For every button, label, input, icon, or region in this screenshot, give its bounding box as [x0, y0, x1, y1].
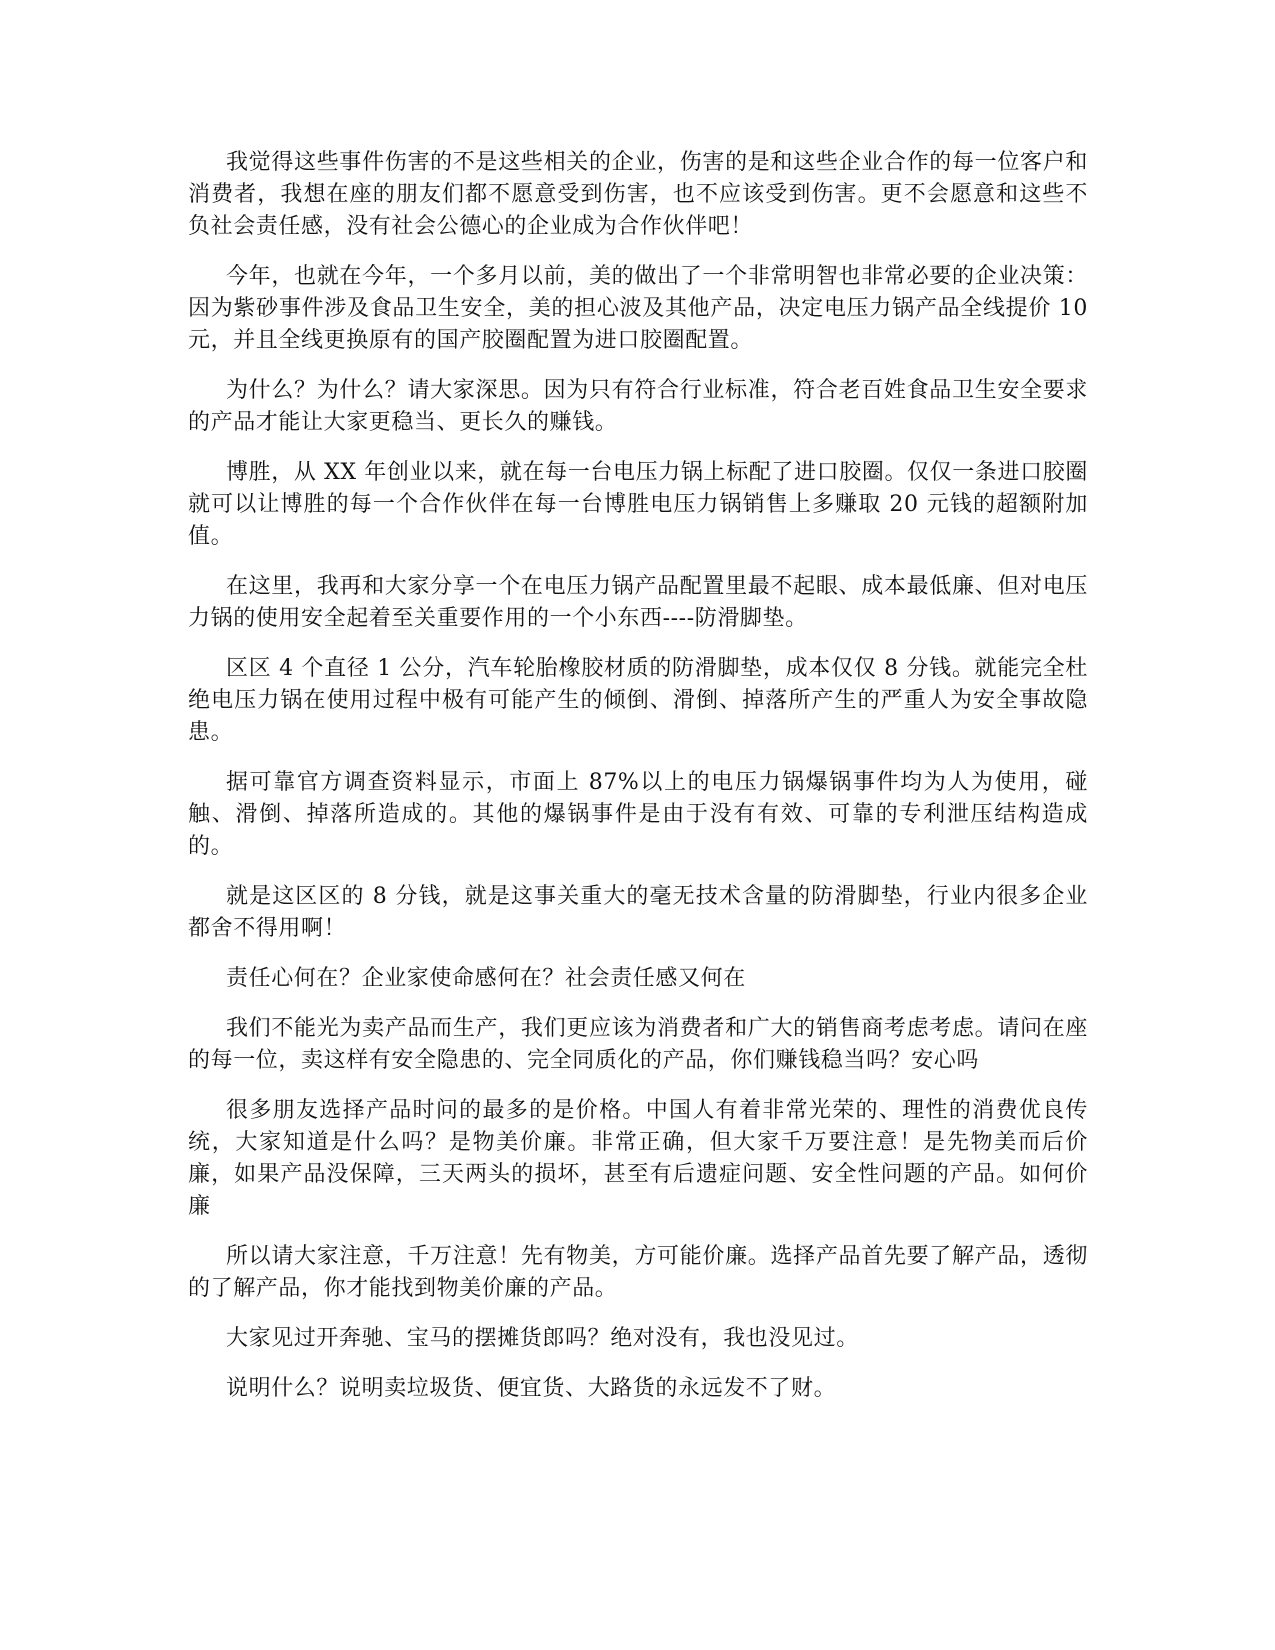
paragraph: 博胜，从 XX 年创业以来，就在每一台电压力锅上标配了进口胶圈。仅仅一条进口胶圈就可以让博胜的每一个合作伙伴在每一台博胜电压力锅销售上多赚取 20 元钱的超额附加值。 — [188, 460, 1088, 549]
paragraph: 大家见过开奔驰、宝马的摆摊货郎吗？绝对没有，我也没见过。 — [226, 1326, 859, 1351]
paragraph: 责任心何在？企业家使命感何在？社会责任感又何在 — [226, 966, 746, 991]
paragraph: 区区 4 个直径 1 公分，汽车轮胎橡胶材质的防滑脚垫，成本仅仅 8 分钱。就能完全杜绝电压力锅在使用过程中极有可能产生的倾倒、滑倒、掉落所产生的严重人为安全事故隐患。 — [188, 656, 1088, 745]
paragraph: 说明什么？说明卖垃圾货、便宜货、大路货的永远发不了财。 — [226, 1376, 837, 1401]
paragraph: 据可靠官方调查资料显示，市面上 87%以上的电压力锅爆锅事件均为人为使用，碰触、滑倒、掉落所造成的。其他的爆锅事件是由于没有有效、可靠的专利泄压结构造成的。 — [188, 770, 1088, 859]
paragraph: 所以请大家注意，千万注意！先有物美，方可能价廉。选择产品首先要了解产品，透彻的了解产品，你才能找到物美价廉的产品。 — [188, 1244, 1088, 1301]
paragraph: 今年，也就在今年，一个多月以前，美的做出了一个非常明智也非常必要的企业决策：因为紫砂事件涉及食品卫生安全，美的担心波及其他产品，决定电压力锅产品全线提价 10 元，并且全线更换原有的国产胶圈配置为进口胶圈配置。 — [188, 264, 1088, 353]
paragraph: 为什么？为什么？请大家深思。因为只有符合行业标准，符合老百姓食品卫生安全要求的产品才能让大家更稳当、更长久的赚钱。 — [188, 378, 1088, 435]
paragraph: 我觉得这些事件伤害的不是这些相关的企业，伤害的是和这些企业合作的每一位客户和消费者，我想在座的朋友们都不愿意受到伤害，也不应该受到伤害。更不会愿意和这些不负社会责任感，没有社会公德心的企业成为合作伙伴吧！ — [188, 150, 1088, 239]
document-page — [188, 147, 1088, 1423]
paragraph: 很多朋友选择产品时问的最多的是价格。中国人有着非常光荣的、理性的消费优良传统，大家知道是什么吗？是物美价廉。非常正确，但大家千万要注意！是先物美而后价廉，如果产品没保障，三天两头的损坏，甚至有后遗症问题、安全性问题的产品。如何价廉 — [188, 1098, 1088, 1219]
paragraph: 我们不能光为卖产品而生产，我们更应该为消费者和广大的销售商考虑考虑。请问在座的每一位，卖这样有安全隐患的、完全同质化的产品，你们赚钱稳当吗？安心吗 — [188, 1016, 1088, 1073]
paragraph: 就是这区区的 8 分钱，就是这事关重大的毫无技术含量的防滑脚垫，行业内很多企业都舍不得用啊！ — [188, 884, 1088, 941]
paragraph: 在这里，我再和大家分享一个在电压力锅产品配置里最不起眼、成本最低廉、但对电压力锅的使用安全起着至关重要作用的一个小东西----防滑脚垫。 — [188, 574, 1088, 631]
